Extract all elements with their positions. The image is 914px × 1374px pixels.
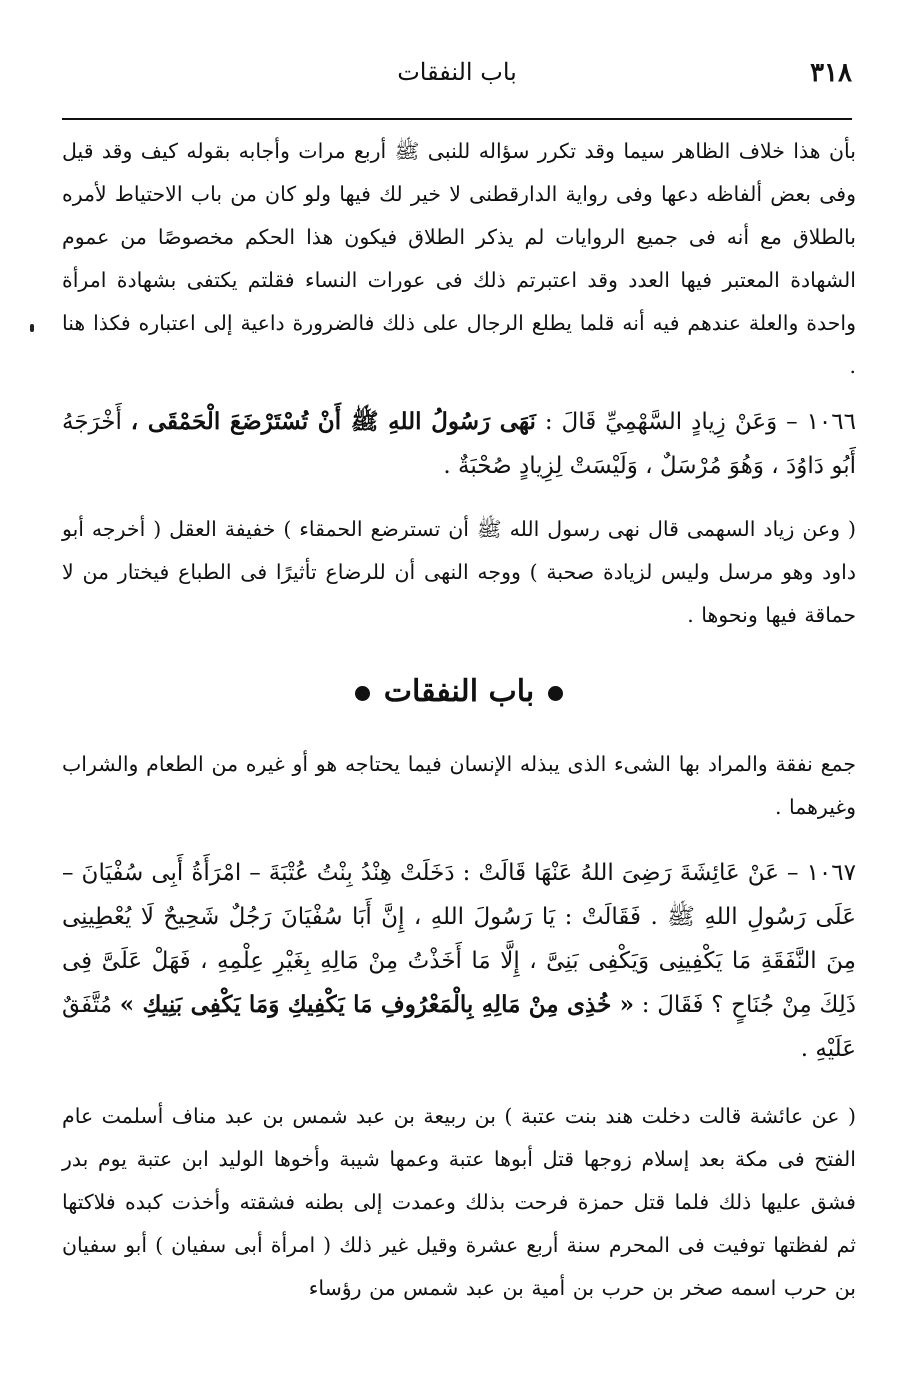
bullet-icon <box>548 686 563 701</box>
commentary-1066: ( وعن زياد السهمى قال نهى رسول الله ﷺ أن تسترضع الحمقاء ) خفيفة العقل ( أخرجه أبو داود وهو مرسل وليس لزيادة صحبة ) ووجه النهى أن للرضاع تأثيرًا فى الطباع فيختار من لا حماقة فيها ونحوها . <box>62 517 856 627</box>
hadith-1067 <box>62 851 856 1071</box>
commentary-paragraph: بأن هذا خلاف الظاهر سيما وقد تكرر سؤاله للنبى ﷺ أربع مرات وأجابه بقوله كيف وقد قيل وفى بعض ألفاظه دعها وفى رواية الدارقطنى لا خير لك فيها ولو كان من باب الاحتياط لأمره بالطلاق مع أنه فى جميع الروايات لم يذكر الطلاق فيكون هذا الحكم مخصوصًا من عموم الشهادة المعتبر فيها العدد وقد اعتبرتم ذلك فى عورات النساء فقلتم يكتفى بشهادة امرأة واحدة والعلة عندهم فيه أنه قلما يطلع الرجال على ذلك فالضرورة داعية إلى اعتباره فكذا هنا . <box>62 139 856 378</box>
hadith-1067-prophet-saying: « خُذِى مِنْ مَالِهِ بِالْمَعْرُوفِ مَا يَكْفِيكِ وَمَا يَكْفِى بَنِيكِ » <box>119 991 635 1018</box>
running-title: باب النفقات <box>397 58 517 86</box>
chapter-heading-text: باب النفقات <box>383 674 535 709</box>
chapter-heading <box>62 657 856 727</box>
page-number: ٣١٨ <box>810 58 852 88</box>
hadith-1066-opening: ١٠٦٦ – وَعَنْ زِيادٍ السَّهْمِيِّ قَالَ : <box>535 409 856 435</box>
commentary-1067: ( عن عائشة قالت دخلت هند بنت عتبة ) بن ربيعة بن عبد شمس بن عبد مناف أسلمت عام الفتح فى مكة بعد إسلام زوجها قتل أبوها عتبة وعمها شيبة وأخوها الوليد ابن عتبة يوم بدر فشق عليها ذلك فلما قتل حمزة فرحت بذلك وعمدت إلى بطنه فشقته وأخذت كبده فلاكتها ثم لفظتها توفيت فى المحرم سنة أربع عشرة وقيل غير ذلك ( امرأة أبى سفيان ) أبو سفيان بن حرب اسمه صخر بن حرب بن أمية بن عبد شمس من رؤساء <box>62 1104 856 1300</box>
hadith-1067-text: ١٠٦٧ – عَنْ عَائِشَةَ رَضِىَ اللهُ عَنْهَا قَالَتْ : دَخَلَتْ هِنْدُ بِنْتُ عُتْبَةَ – امْرَأَةُ أَبِى سُفْيَانَ – عَلَى رَسُولِ اللهِ ﷺ . فَقَالَتْ : يَا رَسُولَ اللهِ ، إِنَّ أَبَا سُفْيَانَ رَجُلٌ شَحِيحٌ لَا يُعْطِينِى مِنَ النَّفَقَةِ مَا يَكْفِينِى وَيَكْفِى بَنِىَّ ، إِلَّا مَا أَخَذْتُ مِنْ مَالِهِ بِغَيْرِ عِلْمِهِ ، فَهَلْ عَلَىَّ فِى ذَلِكَ مِنْ جُنَاحٍ ؟ فَقَالَ : <box>62 860 856 1018</box>
chapter-intro: جمع نفقة والمراد بها الشىء الذى يبذله الإنسان فيما يحتاجه هو أو غيره من الطعام والشراب وغيرهما . <box>62 752 856 819</box>
hadith-1066-text: نَهَى رَسُولُ اللهِ ﷺ أَنْ تُسْتَرْضَعَ الْحَمْقَى ، <box>130 408 536 435</box>
margin-mark <box>30 324 34 332</box>
page-body <box>62 130 856 1310</box>
header-divider <box>62 118 852 120</box>
hadith-1066 <box>62 400 856 488</box>
hadith-1067-source: مُتَّفَقٌ عَلَيْهِ . <box>62 992 856 1062</box>
page-header <box>62 58 852 98</box>
bullet-icon <box>355 686 370 701</box>
hadith-1066-source: أَخْرَجَهُ أَبُو دَاوُدَ ، وَهُوَ مُرْسَلٌ ، وَلَيْسَتْ لِزِيادٍ صُحْبَةٌ . <box>62 409 856 479</box>
